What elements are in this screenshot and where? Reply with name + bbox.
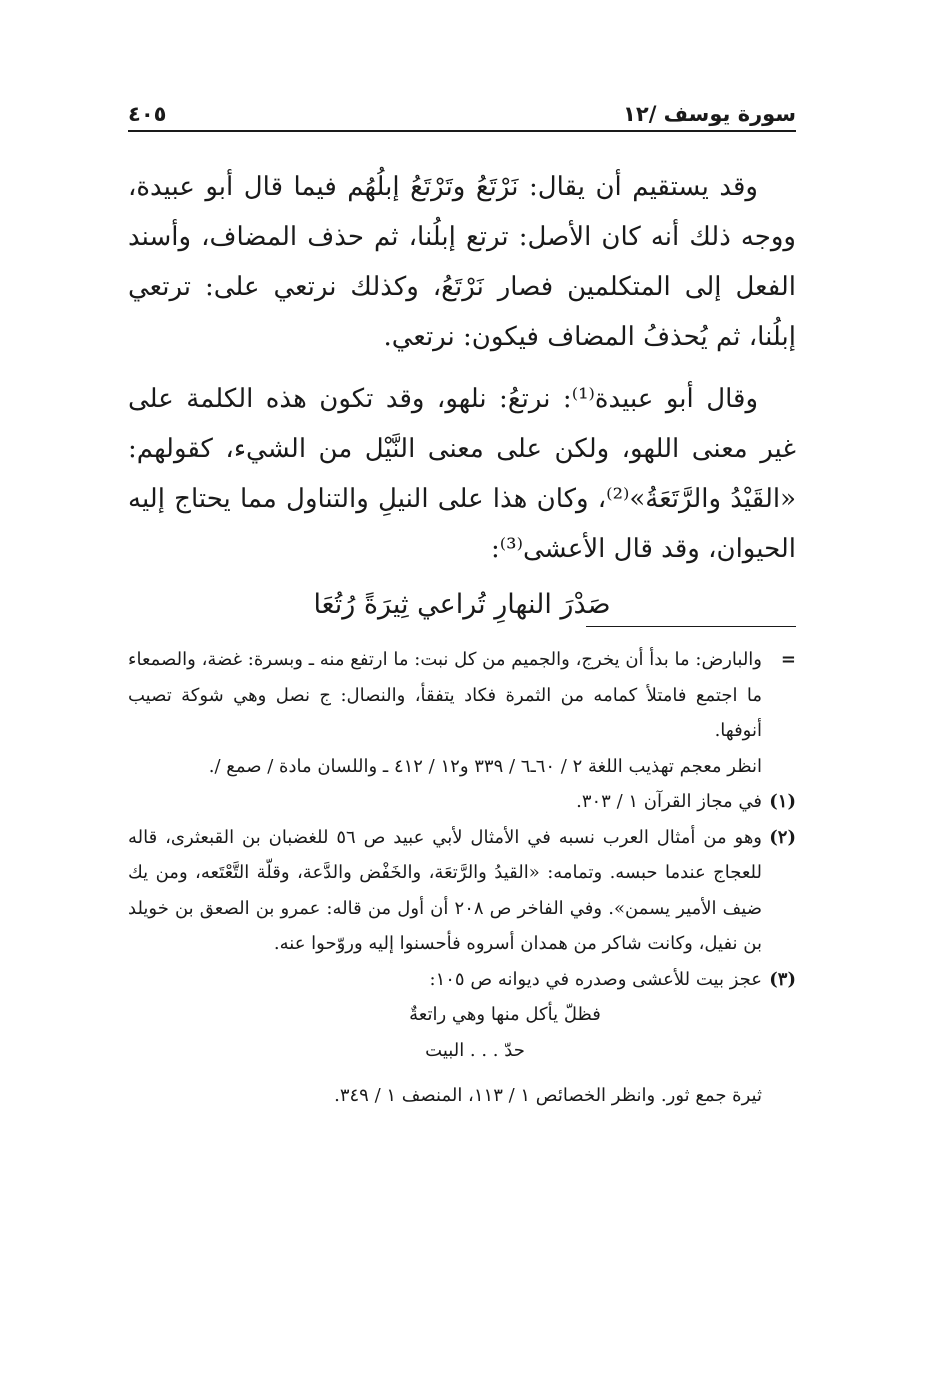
continuation-marker: = [780,649,796,670]
poetry-verse: صَدْرَ النهارِ تُراعي ثِيرَةً رُتُعَا [313,589,611,620]
paragraph: وقال أبو عبيدة⁽¹⁾: نرتعُ: نلهو، وقد تكون هذه الكلمة على غير معنى اللهو، ولكن على معنى النَّيْل من الشيء، كقولهم: «القَيْدُ والرَّتَعَةُ»⁽²⁾، وكان هذا على النيلِ والتناول مما يحتاج إليه الحيوان، وقد قال الأعشى⁽³⁾: [128,384,796,564]
page-number: ٤٠٥ [128,102,167,126]
footnote-reference [128,749,796,785]
book-page [128,86,796,1286]
footnote-continuation [128,642,796,749]
footnote-text: وهو من أمثال العرب نسبه في الأمثال لأبي عبيد ص ٥٦ للغضبان بن القبعثرى، قاله للعجاج عندما حبسه. وتمامه: «القيدُ والرَّتعَة، والخَفْض والدَّعة، وقلّة التَّعْتَعه، ومن يك ضيف الأمير يسمن». وفي الفاخر ص ٢٠٨ أن أول من قاله: عمرو بن الصعق بن خويلد بن نفيل، وكانت شاكر من همدان أسروه فأحسنوا إليه وروّحوا عنه. [128,826,762,954]
paragraph: وقد يستقيم أن يقال: نَرْتَعُ وتَرْتَعُ إبلُهُم فيما قال أبو عبيدة، ووجه ذلك أنه كان الأصل: ترتع إبلُنا، ثم حذف المضاف، وأسند الفعل إلى المتكلمين فصار نَرْتَعُ، وكذلك نرتعي على: ترتعي إبلُنا، ثم يُحذفُ المضاف فيكون: نرتعي. [128,172,796,352]
footnote-text: والبارض: ما بدأ أن يخرج، والجميم من كل نبت: ما ارتفع منه ـ وبسرة: غضة، والصمعاء ما اجتمع فامتلأ كمامه من الثمرة فكاد يتفقأ، والنصال: ج نصل وهي شوكة تصيب أنوفها. [128,649,762,741]
footnote-verse-line: حدّ . . . البيت [425,1039,525,1061]
footnote-marker: (٣) [769,968,796,990]
main-text [128,162,796,630]
footnote-3 [128,962,796,1114]
footnote-text: عجز بيت للأعشى وصدره في ديوانه ص ١٠٥: [429,968,762,990]
footnote-text: انظر معجم تهذيب اللغة ٢ / ٦٠ـ٦ / ٣٣٩ و١٢ / ٤١٢ ـ واللسان مادة / صمع /. [208,755,762,777]
footnote-verse-line: فظلّ يأكل منها وهي راتعةٌ [409,1004,601,1025]
header-rule [128,130,796,132]
footnote-marker: (١) [769,791,796,812]
footnote-2 [128,820,796,962]
surah-title: سورة يوسف /١٢ [623,102,796,126]
footnote-marker: (٢) [769,826,796,848]
running-header [128,86,796,126]
footnotes [128,642,796,1114]
footnote-text: ثيرة جمع ثور. وانظر الخصائص ١ / ١١٣، المنصف ١ / ٣٤٩. [334,1085,762,1106]
footnote-1 [128,784,796,820]
footnote-separator [586,626,796,627]
footnote-text: في مجاز القرآن ١ / ٣٠٣. [576,791,762,812]
